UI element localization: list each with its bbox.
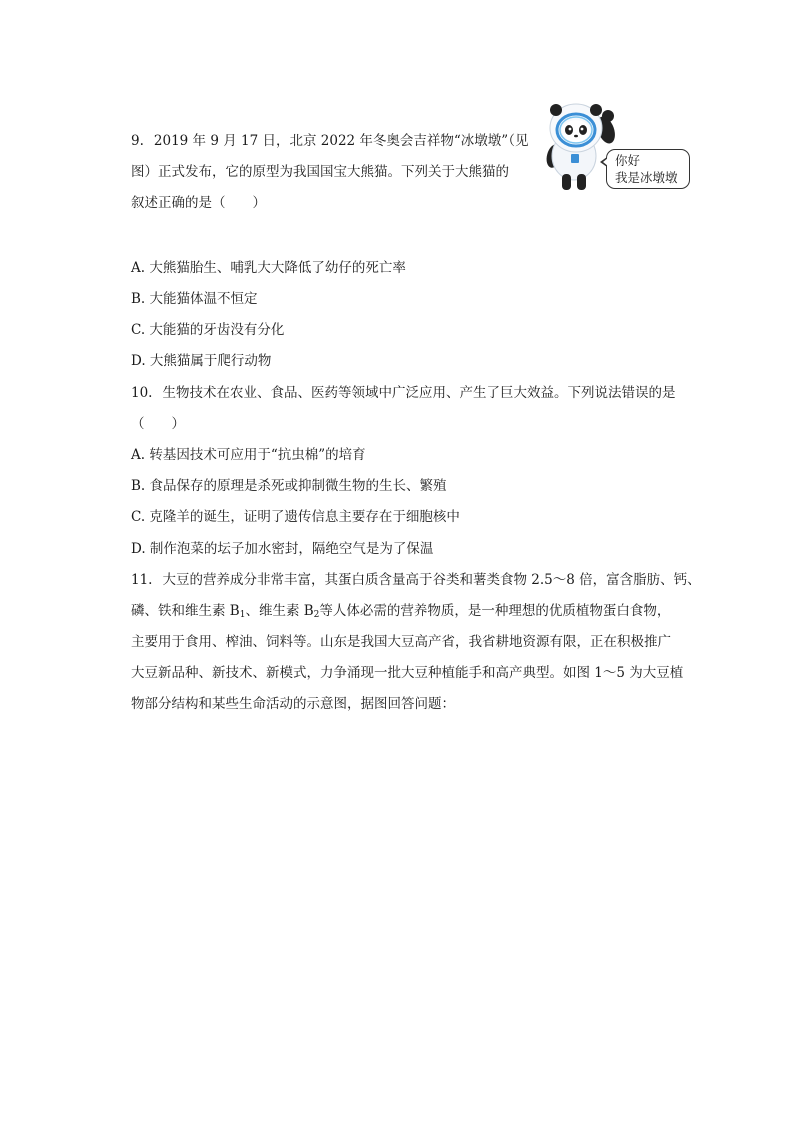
q9-option-b: B. 大能猫体温不恒定 [131, 291, 258, 307]
speech-bubble [606, 149, 690, 189]
speech-bubble-tail-inner [603, 158, 608, 166]
speech-bubble-line-1: 你好 [615, 153, 641, 168]
q9-line-1: 9. 2019 年 9 月 17 日，北京 2022 年冬奥会吉祥物“冰墩墩”（见 [131, 133, 529, 149]
q9-line-2: 图）正式发布，它的原型为我国国宝大熊猫。下列关于大熊猫的 [131, 164, 509, 180]
q9-option-c: C. 大能猫的牙齿没有分化 [131, 322, 285, 338]
q10-option-a: A. 转基因技术可应用于“抗虫棉”的培育 [131, 447, 366, 463]
q10-option-d: D. 制作泡菜的坛子加水密封，隔绝空气是为了保温 [131, 541, 434, 557]
q11-line-1: 11. 大豆的营养成分非常丰富，其蛋白质含量高于谷类和薯类食物 2.5～8 倍，富含脂肪、钙、 [131, 572, 701, 588]
q9-number: 9. [131, 133, 144, 149]
q11-number: 11. [131, 572, 153, 588]
speech-bubble-line-2: 我是冰墩墩 [615, 170, 678, 185]
q10-number: 10. [131, 385, 153, 401]
q10-option-b: B. 食品保存的原理是杀死或抑制微生物的生长、繁殖 [131, 478, 447, 494]
q10-option-c: C. 克隆羊的诞生，证明了遗传信息主要存在于细胞核中 [131, 509, 460, 525]
q11-line-4: 大豆新品种、新技术、新模式，力争涌现一批大豆种植能手和高产典型。如图 1～5 为大豆植 [131, 665, 684, 681]
q10-line-2: （ ） [131, 416, 185, 432]
q9-option-a: A. 大熊猫胎生、哺乳大大降低了幼仔的死亡率 [131, 260, 406, 276]
q10-line-1: 10. 生物技术在农业、食品、医药等领域中广泛应用、产生了巨大效益。下列说法错误的是 [131, 385, 676, 401]
q11-line-5: 物部分结构和某些生命活动的示意图，据图回答问题： [131, 696, 455, 712]
q11-line-3: 主要用于食用、榨油、饲料等。山东是我国大豆高产省，我省耕地资源有限，正在积极推广 [131, 634, 671, 650]
q9-line-3: 叙述正确的是（ ） [131, 195, 266, 211]
q11-line-2: 磷、铁和维生素 $B_1$、维生素 $B_2$等人体必需的营养物质，是一种理想的优质植物蛋白食物， [131, 603, 671, 620]
q9-option-d: D. 大熊猫属于爬行动物 [131, 353, 272, 369]
